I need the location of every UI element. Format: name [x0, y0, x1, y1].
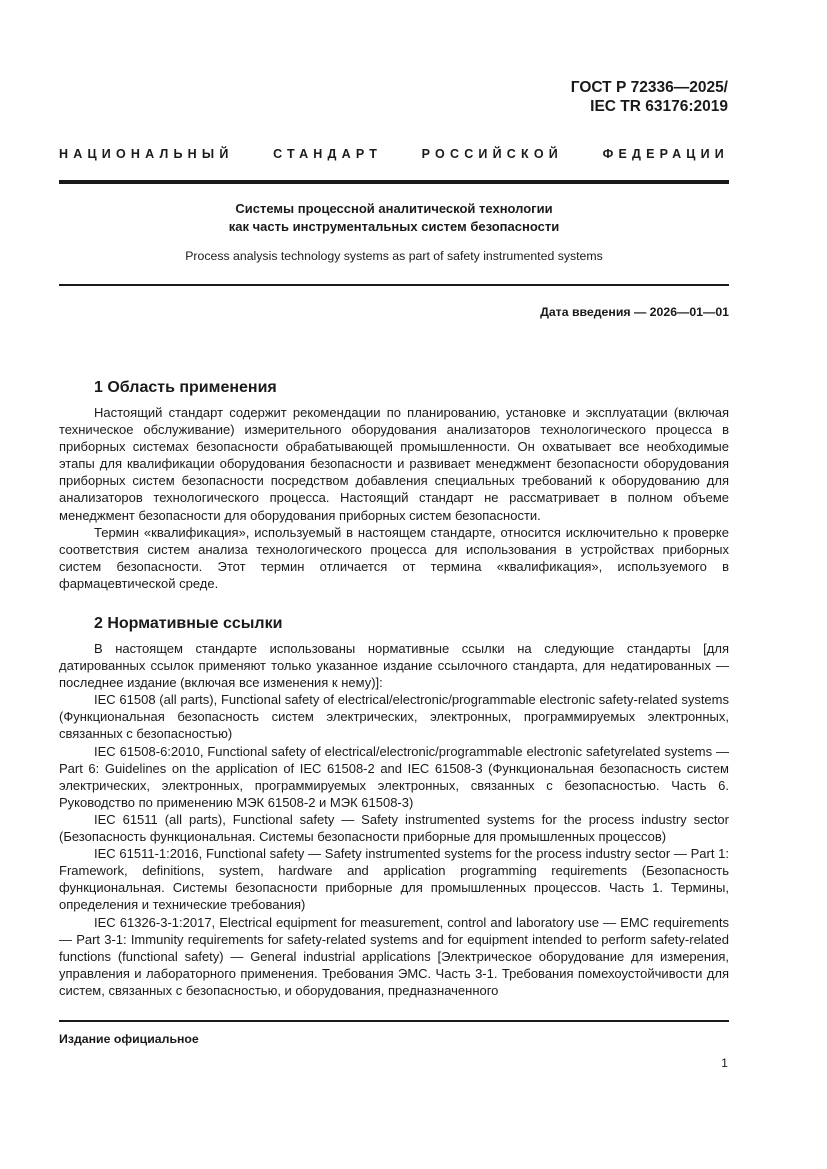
section-normative-references [59, 614, 729, 999]
title-ru-line-1: Системы процессной аналитической технологии [235, 201, 553, 216]
reference-entry: IEC 61508-6:2010, Functional safety of electrical/electronic/programmable electronic safetyrelated systems — Part 6: Guidelines on the application of IEC 61508-2 and IEC 61508-3 (Функциональная безопасность систем электрических, электронных, программируемых электронных, связанных с безопасностью. Часть 6. Руководство по применению МЭК 61508-2 и МЭК 61508-3) [59, 743, 729, 810]
title-russian [59, 200, 729, 236]
title-english: Process analysis technology systems as part of safety instrumented systems [185, 249, 603, 263]
official-edition-label: Издание официальное [59, 1032, 199, 1046]
standard-number: ГОСТ Р 72336—2025/ [570, 79, 728, 96]
national-standard-banner: НАЦИОНАЛЬНЫЙ СТАНДАРТ РОССИЙСКОЙ ФЕДЕРАЦИИ [59, 147, 729, 161]
section-heading: 2 Нормативные ссылки [94, 615, 283, 632]
paragraph: В настоящем стандарте использованы нормативные ссылки на следующие стандарты [для датированных ссылок применяют только указанное издание ссылочного стандарта, для недатированных — последнее издание (включая все изменения к нему)]: [59, 641, 729, 691]
introduction-date: Дата введения — 2026—01—01 [540, 305, 729, 319]
reference-entry: IEC 61326-3-1:2017, Electrical equipment for measurement, control and laboratory use — EMC requirements — Part 3-1: Immunity requirements for safety-related systems and for equipment intended to perform safety-related functions (functional safety) — General industrial applications [Электрическое оборудование для измерения, управления и лабораторного применения. Требования ЭМС. Часть 3-1. Требования помехоустойчивости для систем, связанных с безопасностью, и оборудования, предназначенного [59, 914, 729, 998]
paragraph: Настоящий стандарт содержит рекомендации по планированию, установке и эксплуатации (включая техническое обслуживание) измерительного оборудования анализаторов технологического процесса в приборных системах безопасности обрабатывающей промышленности. Он охватывает все необходимые этапы для квалификации оборудования безопасности и развивает менеджмент безопасности оборудования приборных систем безопасности посредством добавления специальных требований к оборудованию для анализаторов технологического процесса. Настоящий стандарт не рассматривает в полном объеме менеджмент безопасности для оборудования приборных систем безопасности. [59, 405, 729, 523]
top-divider [59, 180, 729, 184]
standard-designation [571, 78, 728, 116]
title-ru-line-2: как часть инструментальных систем безопасности [228, 219, 560, 234]
page-number: 1 [721, 1056, 728, 1070]
section-heading: 1 Область применения [94, 379, 277, 396]
title-divider [59, 284, 729, 286]
reference-entry: IEC 61511 (all parts), Functional safety — Safety instrumented systems for the process industry sector (Безопасность функциональная. Системы безопасности приборные для промышленных процессов) [59, 811, 729, 845]
reference-entry: IEC 61511-1:2016, Functional safety — Safety instrumented systems for the process industry sector — Part 1: Framework, definitions, system, hardware and application programming requirements (Безопасность функциональная. Системы безопасности приборные для промышленных процессов. Часть 1. Термины, определения и технические требования) [59, 846, 729, 913]
iec-number: IEC TR 63176:2019 [590, 98, 728, 115]
footer-divider [59, 1020, 729, 1022]
paragraph: Термин «квалификация», используемый в настоящем стандарте, относится исключительно к проверке соответствия систем анализа технологического процесса для использования в устройствах приборных систем безопасности. Этот термин отличается от термина «квалификация», используемого в фармацевтической среде. [59, 524, 729, 591]
reference-entry: IEC 61508 (all parts), Functional safety of electrical/electronic/programmable electronic safety-related systems (Функциональная безопасность систем электрических, электронных, программируемых электронных, связанных с безопасностью) [59, 692, 729, 742]
section-scope [59, 378, 729, 592]
